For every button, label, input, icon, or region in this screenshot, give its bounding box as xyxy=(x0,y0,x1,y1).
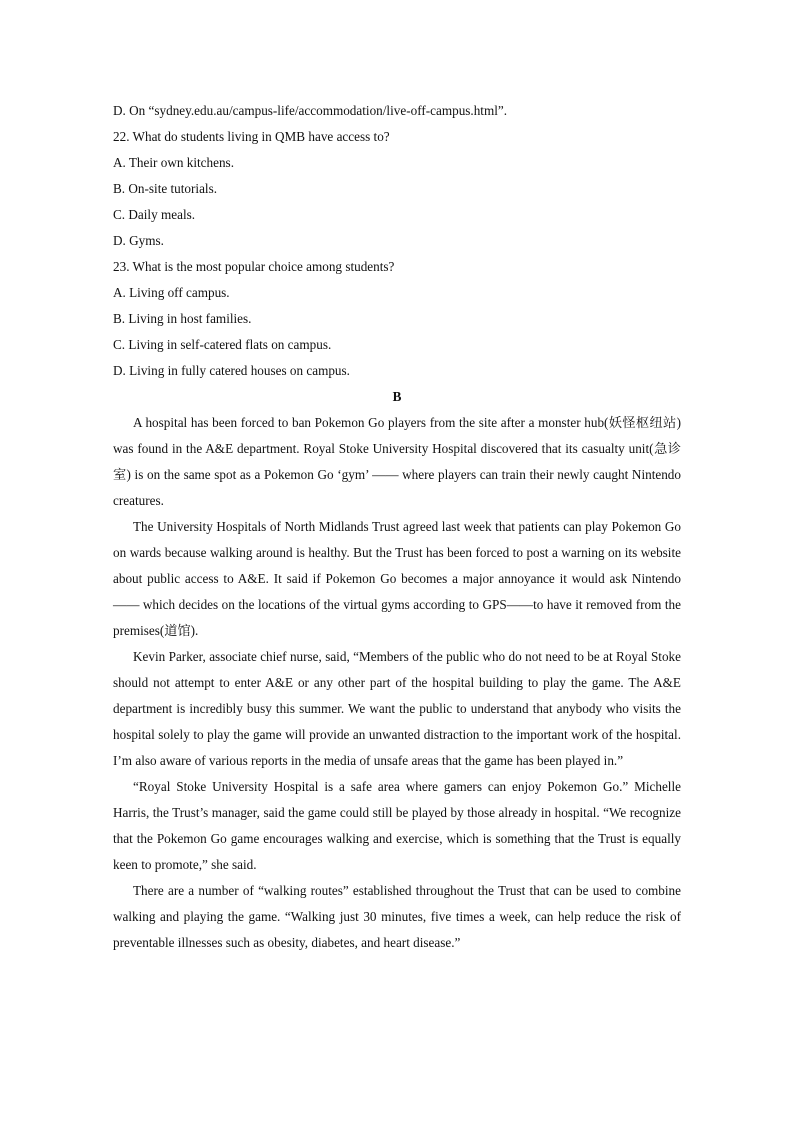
q22-option-d: D. Gyms. xyxy=(113,233,164,248)
q21-option-d: D. On “sydney.edu.au/campus-life/accommodation/live-off-campus.html”. xyxy=(113,103,508,118)
q23-option-c: C. Living in self-catered flats on campus. xyxy=(113,337,332,352)
q22-stem: 22. What do students living in QMB have access to? xyxy=(113,129,390,144)
q23-stem: 23. What is the most popular choice among students? xyxy=(113,259,395,274)
q22-option-a: A. Their own kitchens. xyxy=(113,155,234,170)
passage-paragraph-4: “Royal Stoke University Hospital is a safe area where gamers can enjoy Pokemon Go.” Michelle Harris, the Trust’s manager, said the game could still be played by those already in hospital. “We recognize that the Pokemon Go game encourages walking and exercise, which is something that the Trust is equally keen to promote,” she said. xyxy=(113,779,681,872)
q23-option-b: B. Living in host families. xyxy=(113,311,252,326)
passage-paragraph-5: There are a number of “walking routes” established throughout the Trust that can be used to combine walking and playing the game. “Walking just 30 minutes, five times a week, can help reduce the risk of preventable illnesses such as obesity, diabetes, and heart disease.” xyxy=(113,883,681,950)
passage-paragraph-1: A hospital has been forced to ban Pokemon Go players from the site after a monster hub(妖怪枢纽站) was found in the A&E department. Royal Stoke University Hospital discovered that its casualty unit(急诊室) is on the same spot as a Pokemon Go ‘gym’ —— where players can train their newly caught Nintendo creatures. xyxy=(113,415,681,508)
passage-paragraph-3: Kevin Parker, associate chief nurse, said, “Members of the public who do not need to be at Royal Stoke should not attempt to enter A&E or any other part of the hospital building to play the game. The A&E department is incredibly busy this summer. We want the public to understand that anybody who visits the hospital solely to play the game will provide an unwanted distraction to the important work of the hospital. I’m also aware of various reports in the media of unsafe areas that the game has been played in.” xyxy=(113,649,681,768)
q23-option-a: A. Living off campus. xyxy=(113,285,230,300)
passage-paragraph-2: The University Hospitals of North Midlands Trust agreed last week that patients can play Pokemon Go on wards because walking around is healthy. But the Trust has been forced to post a warning on its website about public access to A&E. It said if Pokemon Go becomes a major annoyance it would ask Nintendo —— which decides on the locations of the virtual gyms according to GPS——to have it removed from the premises(道馆). xyxy=(113,519,681,638)
q23-option-d: D. Living in fully catered houses on campus. xyxy=(113,363,350,378)
document-page xyxy=(113,98,681,956)
q22-option-b: B. On-site tutorials. xyxy=(113,181,218,196)
q22-option-c: C. Daily meals. xyxy=(113,207,196,222)
section-b-heading: B xyxy=(392,389,402,404)
